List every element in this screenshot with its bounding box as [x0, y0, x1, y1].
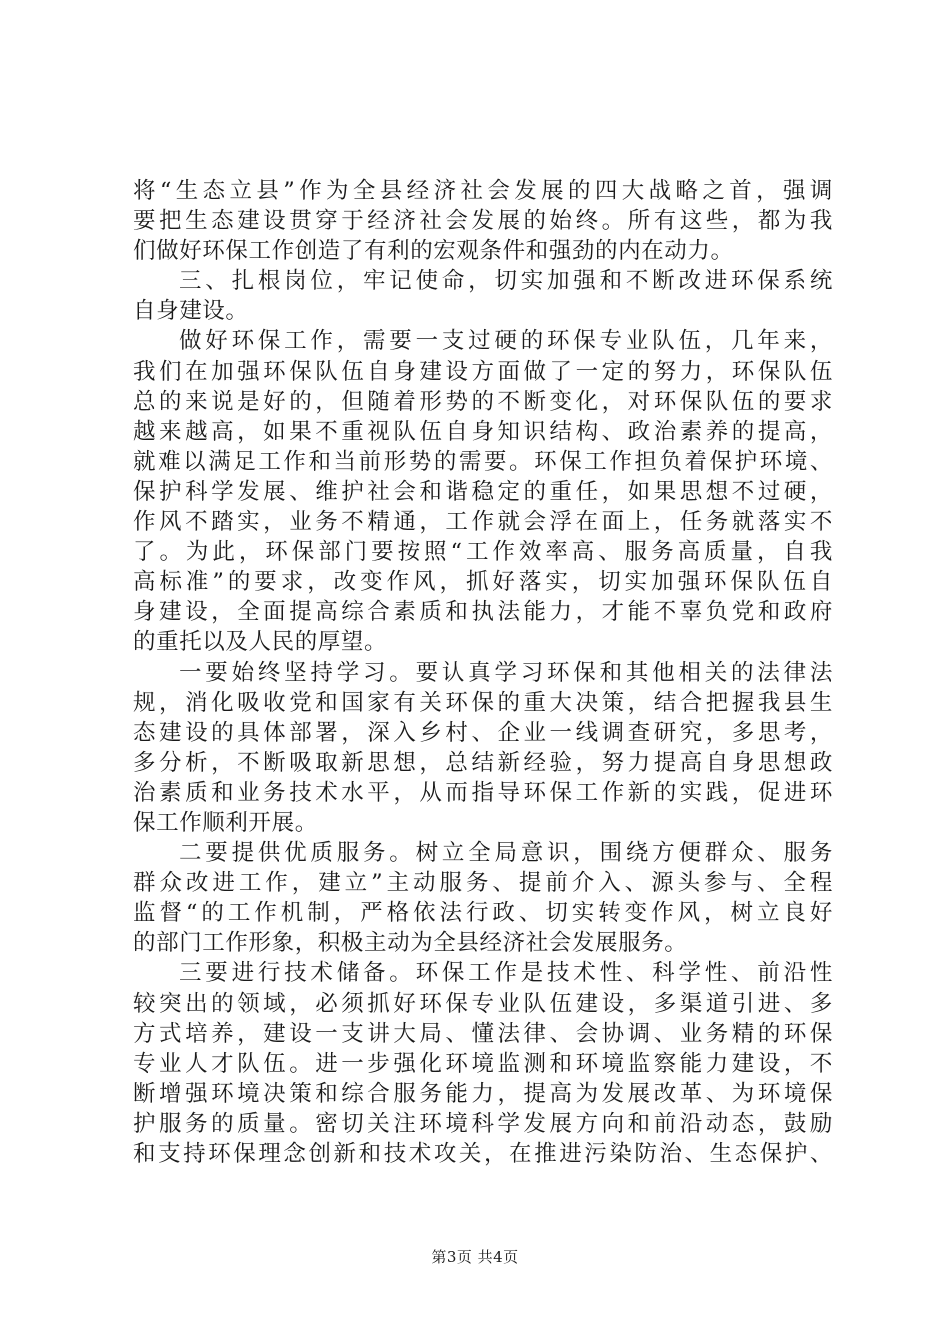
text-line: 的重托以及人民的厚望。 [133, 629, 388, 656]
text-line: 自身建设。 [133, 298, 249, 325]
text-line: 监督“的工作机制，严格依法行政、切实转变作风，树立良好 [133, 900, 833, 927]
text-line: 要把生态建设贯穿于经济社会发展的始终。所有这些，都为我 [133, 208, 833, 235]
text-line: 总的来说是好的，但随着形势的不断变化，对环保队伍的要求 [133, 388, 833, 415]
text-line: 保工作顺利开展。 [133, 809, 318, 836]
text-line: 较突出的领域，必须抓好环保专业队伍建设，多渠道引进、多 [133, 990, 833, 1017]
text-line: 将“生态立县”作为全县经济社会发展的四大战略之首，强调 [133, 178, 833, 204]
body-text [133, 176, 833, 1169]
text-line: 了。为此，环保部门要按照“工作效率高、服务高质量，自我 [133, 539, 833, 566]
text-line: 护服务的质量。密切关注环境科学发展方向和前沿动态，鼓励 [133, 1110, 833, 1137]
text-line: 治素质和业务技术水平，从而指导环保工作新的实践，促进环 [133, 779, 833, 806]
page-footer: 第3页 共4页 [431, 1248, 519, 1266]
text-line: 群众改进工作，建立”主动服务、提前介入、源头参与、全程 [133, 870, 833, 897]
text-line: 三、扎根岗位，牢记使命，切实加强和不断改进环保系统 [179, 268, 833, 295]
text-line: 二要提供优质服务。树立全局意识，围绕方便群众、服务 [179, 840, 833, 867]
text-line: 越来越高，如果不重视队伍自身知识结构、政治素养的提高， [133, 418, 833, 445]
text-line: 态建设的具体部署，深入乡村、企业一线调查研究，多思考， [133, 719, 833, 746]
text-line: 专业人才队伍。进一步强化环境监测和环境监察能力建设，不 [133, 1050, 833, 1077]
text-line: 一要始终坚持学习。要认真学习环保和其他相关的法律法 [179, 659, 833, 686]
text-line: 多分析，不断吸取新思想，总结新经验，努力提高自身思想政 [133, 749, 833, 776]
text-line: 高标准”的要求，改变作风，抓好落实，切实加强环保队伍自 [133, 569, 833, 596]
text-line: 们做好环保工作创造了有利的宏观条件和强劲的内在动力。 [133, 238, 734, 265]
text-line: 保护科学发展、维护社会和谐稳定的重任，如果思想不过硬， [133, 478, 833, 505]
text-line: 方式培养，建设一支讲大局、懂法律、会协调、业务精的环保 [133, 1020, 833, 1047]
text-line: 断增强环境决策和综合服务能力，提高为发展改革、为环境保 [133, 1080, 833, 1107]
text-line: 三要进行技术储备。环保工作是技术性、科学性、前沿性 [179, 960, 833, 987]
text-line: 和支持环保理念创新和技术攻关，在推进污染防治、生态保护、 [133, 1141, 833, 1167]
text-line: 的部门工作形象，积极主动为全县经济社会发展服务。 [133, 930, 688, 957]
text-line: 我们在加强环保队伍自身建设方面做了一定的努力，环保队伍 [133, 358, 833, 385]
text-line: 就难以满足工作和当前形势的需要。环保工作担负着保护环境、 [133, 448, 833, 475]
text-line: 规，消化吸收党和国家有关环保的重大决策，结合把握我县生 [133, 689, 833, 716]
text-line: 身建设，全面提高综合素质和执法能力，才能不辜负党和政府 [133, 599, 833, 626]
text-line: 作风不踏实，业务不精通，工作就会浮在面上，任务就落实不 [133, 509, 833, 536]
text-line: 做好环保工作，需要一支过硬的环保专业队伍，几年来， [179, 328, 833, 355]
